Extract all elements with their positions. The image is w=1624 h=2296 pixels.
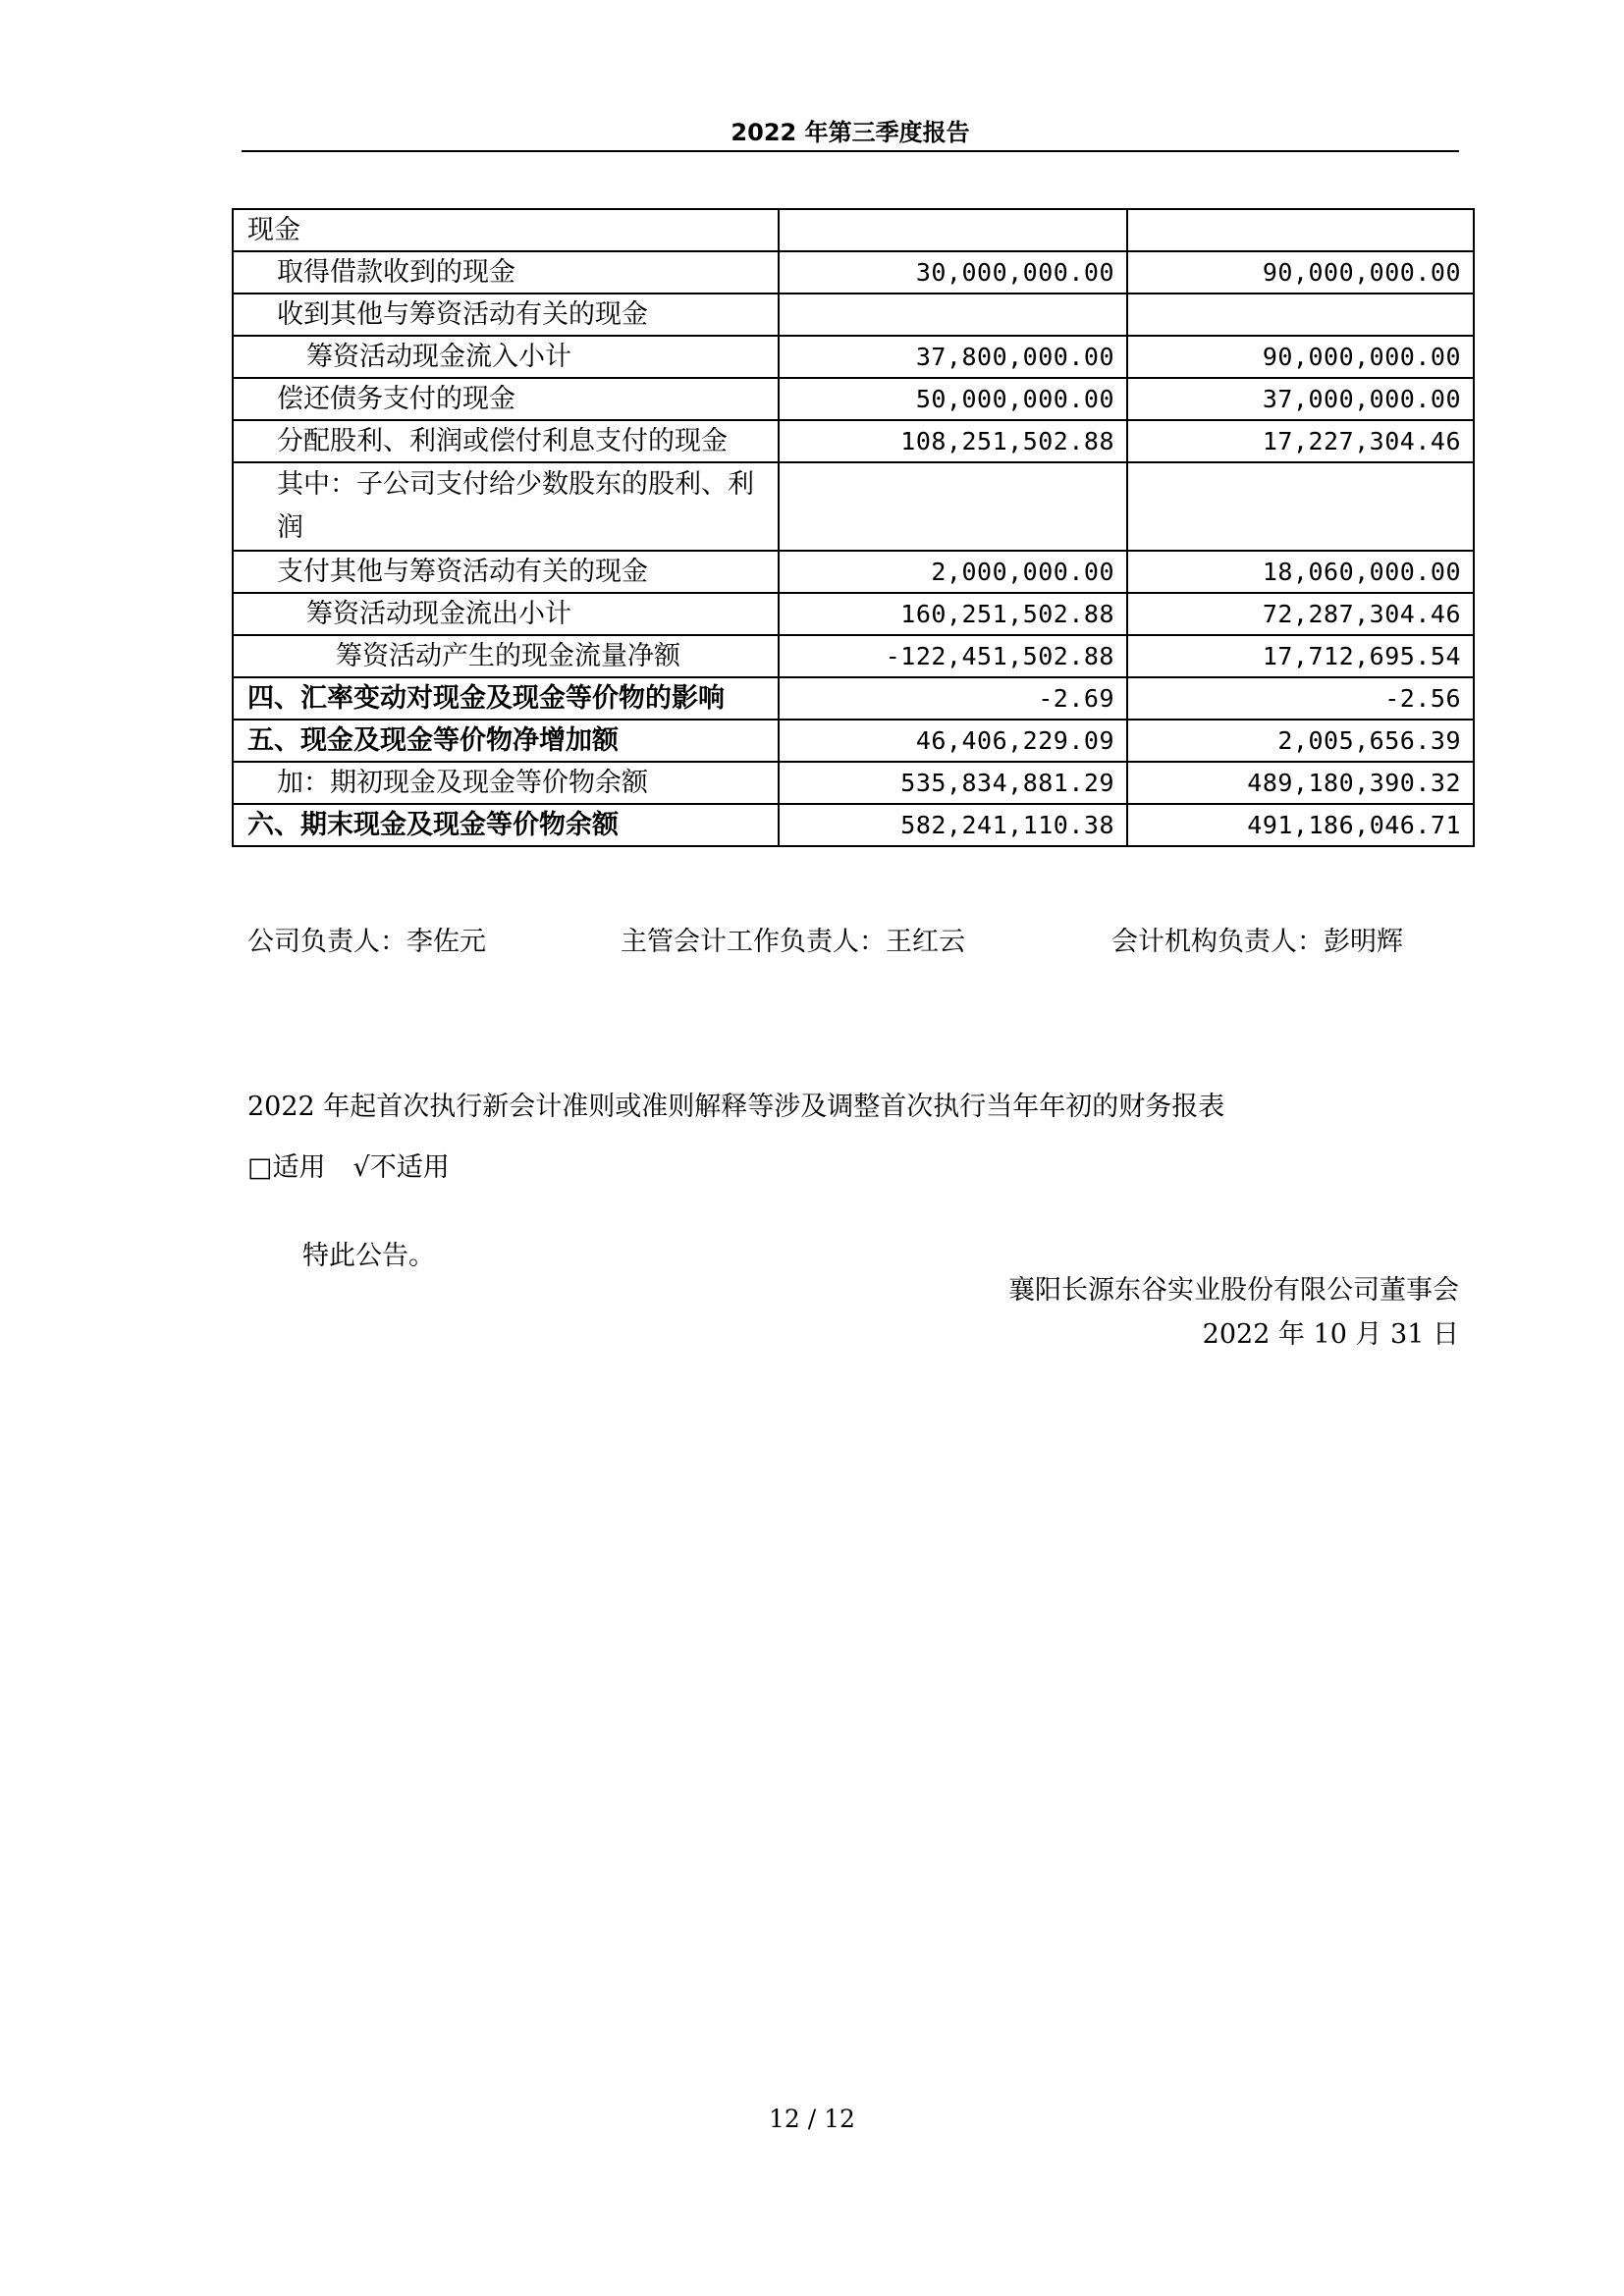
current-period-value: 2,000,000.00 (779, 551, 1127, 593)
current-period-value (779, 462, 1127, 551)
table-row (233, 804, 1474, 846)
prior-period-value: 90,000,000.00 (1127, 251, 1474, 294)
header-rule (242, 150, 1459, 152)
table-row (233, 593, 1474, 635)
policy-options (247, 1148, 450, 1188)
current-period-value: 46,406,229.09 (779, 720, 1127, 762)
current-period-value: -122,451,502.88 (779, 635, 1127, 677)
table-row (233, 378, 1474, 420)
current-period-value: 30,000,000.00 (779, 251, 1127, 294)
current-period-value (779, 209, 1127, 251)
prior-period-value: 37,000,000.00 (1127, 378, 1474, 420)
current-period-value: 160,251,502.88 (779, 593, 1127, 635)
table-row (233, 420, 1474, 462)
row-label: 收到其他与筹资活动有关的现金 (233, 294, 779, 336)
closing-notice: 特此公告。 (302, 1241, 435, 1271)
current-period-value: 108,251,502.88 (779, 420, 1127, 462)
table-row (233, 462, 1474, 551)
option-not-applicable: √不适用 (352, 1152, 450, 1183)
row-label: 筹资活动现金流出小计 (233, 593, 779, 635)
prior-period-value: 72,287,304.46 (1127, 593, 1474, 635)
prior-period-value: -2.56 (1127, 677, 1474, 720)
prior-period-value: 2,005,656.39 (1127, 720, 1474, 762)
prior-period-value: 491,186,046.71 (1127, 804, 1474, 846)
page-header-title: 2022 年第三季度报告 (731, 119, 970, 146)
current-period-value (779, 294, 1127, 336)
current-period-value: -2.69 (779, 677, 1127, 720)
prior-period-value: 18,060,000.00 (1127, 551, 1474, 593)
option-applicable: □适用 (247, 1152, 326, 1183)
table-row (233, 251, 1474, 294)
current-period-value: 37,800,000.00 (779, 336, 1127, 378)
table-row (233, 677, 1474, 720)
table-row (233, 209, 1474, 251)
row-label: 其中：子公司支付给少数股东的股利、利润 (233, 462, 779, 551)
prior-period-value (1127, 209, 1474, 251)
policy-statement: 2022 年起首次执行新会计准则或准则解释等涉及调整首次执行当年年初的财务报表 (247, 1092, 1225, 1122)
prior-period-value: 489,180,390.32 (1127, 762, 1474, 804)
row-label: 分配股利、利润或偿付利息支付的现金 (233, 420, 779, 462)
row-label: 筹资活动现金流入小计 (233, 336, 779, 378)
row-label: 五、现金及现金等价物净增加额 (233, 720, 779, 762)
prior-period-value: 90,000,000.00 (1127, 336, 1474, 378)
row-label: 四、汇率变动对现金及现金等价物的影响 (233, 677, 779, 720)
row-label: 偿还债务支付的现金 (233, 378, 779, 420)
row-label: 加：期初现金及现金等价物余额 (233, 762, 779, 804)
row-label: 筹资活动产生的现金流量净额 (233, 635, 779, 677)
row-label: 取得借款收到的现金 (233, 251, 779, 294)
row-label: 现金 (233, 209, 779, 251)
company-head-signature: 公司负责人：李佐元 (247, 927, 486, 957)
company-board-name: 襄阳长源东谷实业股份有限公司董事会 (1008, 1275, 1459, 1306)
accounting-org-head-signature: 会计机构负责人：彭明辉 (1111, 927, 1403, 957)
table-row (233, 762, 1474, 804)
current-period-value: 50,000,000.00 (779, 378, 1127, 420)
prior-period-value (1127, 294, 1474, 336)
table-row (233, 720, 1474, 762)
table-row (233, 294, 1474, 336)
table-row (233, 336, 1474, 378)
prior-period-value: 17,227,304.46 (1127, 420, 1474, 462)
current-period-value: 535,834,881.29 (779, 762, 1127, 804)
accounting-head-signature: 主管会计工作负责人：王红云 (621, 927, 965, 957)
row-label: 六、期末现金及现金等价物余额 (233, 804, 779, 846)
current-period-value: 582,241,110.38 (779, 804, 1127, 846)
prior-period-value: 17,712,695.54 (1127, 635, 1474, 677)
prior-period-value (1127, 462, 1474, 551)
row-label: 支付其他与筹资活动有关的现金 (233, 551, 779, 593)
cash-flow-table (232, 208, 1475, 847)
signature-line (247, 923, 1465, 962)
table-row (233, 551, 1474, 593)
announcement-date: 2022 年 10 月 31 日 (1202, 1319, 1459, 1350)
table-row (233, 635, 1474, 677)
page-number: 12 / 12 (769, 2105, 855, 2133)
